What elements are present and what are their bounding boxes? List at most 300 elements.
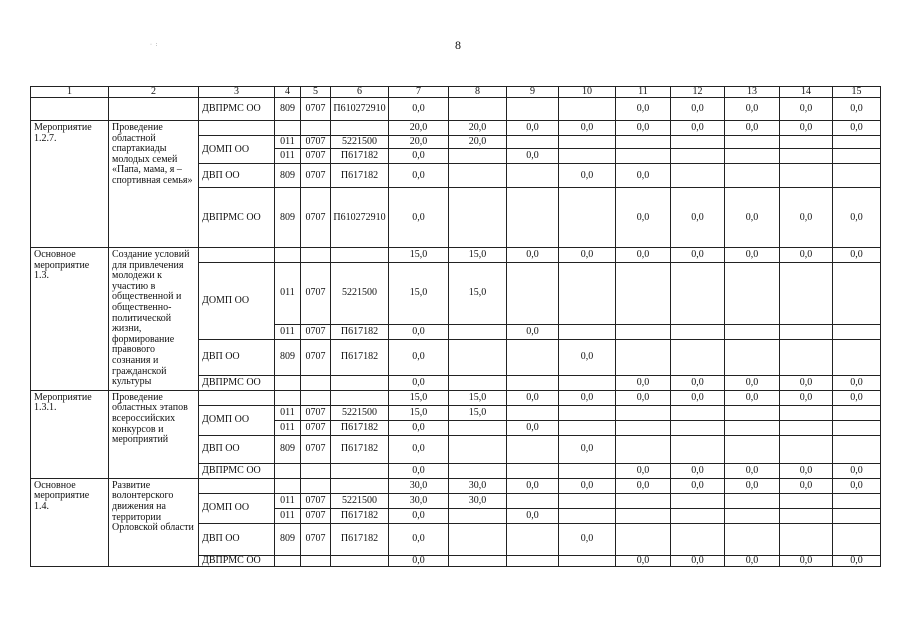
- table-cell: [301, 375, 331, 390]
- table-cell: [780, 136, 833, 149]
- table-cell: [833, 508, 881, 523]
- table-cell: [275, 555, 301, 566]
- table-cell: 0,0: [833, 375, 881, 390]
- table-cell: [507, 164, 559, 188]
- table-row: [31, 478, 881, 493]
- table-cell: 20,0: [449, 136, 507, 149]
- table-cell: 0,0: [671, 478, 725, 493]
- table-cell: 20,0: [389, 136, 449, 149]
- table-cell: [449, 375, 507, 390]
- table-cell: 0707: [301, 98, 331, 121]
- table-cell: [507, 555, 559, 566]
- table-cell: [616, 149, 671, 164]
- table-cell: [449, 164, 507, 188]
- table-cell: [780, 263, 833, 325]
- table-cell: [833, 149, 881, 164]
- table-cell: [275, 121, 301, 136]
- table-cell: [616, 523, 671, 555]
- table-cell: [301, 478, 331, 493]
- department-code-cell: ДВП ОО: [199, 339, 275, 375]
- table-cell: 809: [275, 523, 301, 555]
- table-cell: 0,0: [833, 121, 881, 136]
- table-cell: 0,0: [389, 523, 449, 555]
- activity-name-cell: Мероприятие 1.3.1.: [31, 390, 109, 478]
- department-code-cell: [199, 121, 275, 136]
- table-cell: [449, 463, 507, 478]
- table-cell: 0,0: [671, 98, 725, 121]
- table-row: [31, 390, 881, 405]
- table-cell: [833, 523, 881, 555]
- table-cell: 0707: [301, 188, 331, 248]
- table-cell: [671, 136, 725, 149]
- table-cell: 0,0: [389, 375, 449, 390]
- table-cell: [507, 339, 559, 375]
- table-cell: [833, 339, 881, 375]
- table-cell: 0707: [301, 508, 331, 523]
- department-code-cell: ДВП ОО: [199, 523, 275, 555]
- table-cell: П617182: [331, 164, 389, 188]
- table-cell: [559, 555, 616, 566]
- table-cell: [725, 420, 780, 435]
- table-cell: 0,0: [725, 555, 780, 566]
- table-cell: 15,0: [389, 390, 449, 405]
- table-cell: [507, 136, 559, 149]
- table-cell: 20,0: [389, 121, 449, 136]
- table-cell: 0,0: [671, 188, 725, 248]
- column-header-15: 15: [833, 87, 881, 98]
- table-cell: [507, 493, 559, 508]
- header-row: [31, 87, 881, 98]
- table-cell: [725, 435, 780, 463]
- table-cell: 809: [275, 435, 301, 463]
- table-cell: 0,0: [507, 121, 559, 136]
- activity-description-cell: Проведение областных этапов всероссийских конкурсов и мероприятий: [109, 390, 199, 478]
- table-cell: 0,0: [507, 390, 559, 405]
- table-cell: [275, 478, 301, 493]
- table-cell: 011: [275, 136, 301, 149]
- table-cell: 0,0: [725, 98, 780, 121]
- table-cell: [780, 435, 833, 463]
- table-cell: 0,0: [780, 478, 833, 493]
- table-cell: 0,0: [507, 478, 559, 493]
- table-cell: 0,0: [389, 555, 449, 566]
- table-cell: 809: [275, 164, 301, 188]
- table-cell: [559, 493, 616, 508]
- table-cell: [331, 478, 389, 493]
- table-cell: 0,0: [559, 390, 616, 405]
- table-cell: 0,0: [725, 121, 780, 136]
- table-cell: [833, 164, 881, 188]
- table-cell: 0,0: [507, 420, 559, 435]
- table-cell: 5221500: [331, 493, 389, 508]
- table-cell: [725, 263, 780, 325]
- table-row: [31, 248, 881, 263]
- table-cell: [449, 555, 507, 566]
- activity-description-cell: Развитие волонтерского движения на территории Орловской области: [109, 478, 199, 566]
- table-cell: [780, 149, 833, 164]
- activity-description-cell: Проведение областной спартакиады молодых семей «Папа, мама, я – спортивная семья»: [109, 121, 199, 248]
- table-cell: [780, 523, 833, 555]
- table-cell: 0,0: [725, 248, 780, 263]
- table-cell: 0707: [301, 339, 331, 375]
- activity-name-cell: Мероприятие 1.2.7.: [31, 121, 109, 248]
- table-cell: 011: [275, 263, 301, 325]
- table-cell: 0,0: [780, 188, 833, 248]
- column-header-4: 4: [275, 87, 301, 98]
- table-cell: П617182: [331, 420, 389, 435]
- table-body: [31, 87, 881, 567]
- table-cell: 0,0: [559, 121, 616, 136]
- table-cell: 15,0: [389, 263, 449, 325]
- table-row: [31, 121, 881, 136]
- table-cell: 5221500: [331, 263, 389, 325]
- table-cell: [671, 339, 725, 375]
- table-cell: 15,0: [449, 405, 507, 420]
- table-cell: 30,0: [389, 493, 449, 508]
- table-cell: 0,0: [559, 523, 616, 555]
- table-cell: [725, 493, 780, 508]
- table-cell: [507, 435, 559, 463]
- table-cell: [833, 493, 881, 508]
- table-cell: [507, 98, 559, 121]
- table-cell: [671, 435, 725, 463]
- table-cell: 15,0: [389, 248, 449, 263]
- table-cell: [671, 493, 725, 508]
- table-cell: 0,0: [389, 420, 449, 435]
- department-code-cell: ДОМП ОО: [199, 493, 275, 523]
- table-cell: [725, 149, 780, 164]
- table-cell: 0,0: [507, 508, 559, 523]
- table-cell: 011: [275, 493, 301, 508]
- table-cell: 0,0: [559, 435, 616, 463]
- column-header-9: 9: [507, 87, 559, 98]
- department-code-cell: [199, 478, 275, 493]
- table-cell: 0,0: [725, 375, 780, 390]
- table-cell: [671, 164, 725, 188]
- column-header-7: 7: [389, 87, 449, 98]
- table-cell: [275, 463, 301, 478]
- table-cell: 0,0: [780, 375, 833, 390]
- table-cell: 0,0: [507, 149, 559, 164]
- table-cell: [725, 136, 780, 149]
- table-cell: [449, 149, 507, 164]
- scan-specks: · :: [150, 42, 159, 48]
- column-header-10: 10: [559, 87, 616, 98]
- table-cell: 0707: [301, 263, 331, 325]
- table-cell: 0707: [301, 405, 331, 420]
- table-cell: П610272910: [331, 98, 389, 121]
- table-cell: [301, 248, 331, 263]
- table-cell: 0707: [301, 136, 331, 149]
- table-cell: [780, 405, 833, 420]
- column-header-3: 3: [199, 87, 275, 98]
- table-cell: [275, 248, 301, 263]
- column-header-13: 13: [725, 87, 780, 98]
- table-cell: 0,0: [389, 508, 449, 523]
- table-cell: 0,0: [389, 188, 449, 248]
- table-cell: 0,0: [833, 188, 881, 248]
- table-cell: [559, 98, 616, 121]
- table-cell: [31, 98, 109, 121]
- table-cell: 011: [275, 324, 301, 339]
- table-cell: 15,0: [449, 263, 507, 325]
- column-header-14: 14: [780, 87, 833, 98]
- table-cell: 0,0: [616, 463, 671, 478]
- table-cell: [449, 508, 507, 523]
- table-cell: [780, 164, 833, 188]
- table-cell: [559, 324, 616, 339]
- table-cell: 0707: [301, 149, 331, 164]
- table-cell: [780, 493, 833, 508]
- table-cell: 0,0: [725, 463, 780, 478]
- activity-description-cell: Создание условий для привлечения молодежи к участию в общественной и общественно-политической жизни, формирование правового сознания и гражданской культуры: [109, 248, 199, 391]
- table-cell: [833, 435, 881, 463]
- table-cell: 011: [275, 508, 301, 523]
- department-code-cell: ДВПРМС ОО: [199, 555, 275, 566]
- table-cell: 0707: [301, 435, 331, 463]
- table-cell: [331, 463, 389, 478]
- table-cell: [671, 420, 725, 435]
- table-cell: 0,0: [671, 121, 725, 136]
- table-cell: [507, 263, 559, 325]
- table-cell: [616, 339, 671, 375]
- table-cell: [301, 463, 331, 478]
- table-cell: П610272910: [331, 188, 389, 248]
- table-cell: [780, 508, 833, 523]
- table-cell: [449, 523, 507, 555]
- table-cell: [507, 405, 559, 420]
- department-code-cell: [199, 248, 275, 263]
- table-cell: [331, 390, 389, 405]
- table-cell: [559, 405, 616, 420]
- budget-table: [30, 86, 881, 567]
- column-header-8: 8: [449, 87, 507, 98]
- table-cell: 15,0: [449, 248, 507, 263]
- table-cell: [449, 98, 507, 121]
- department-code-cell: ДОМП ОО: [199, 136, 275, 164]
- table-cell: [449, 435, 507, 463]
- table-cell: 0707: [301, 164, 331, 188]
- table-cell: [559, 420, 616, 435]
- table-cell: 0,0: [833, 555, 881, 566]
- table-cell: [671, 263, 725, 325]
- table-cell: [833, 136, 881, 149]
- table-cell: [559, 149, 616, 164]
- table-cell: 0,0: [833, 390, 881, 405]
- table-cell: [275, 390, 301, 405]
- table-cell: П617182: [331, 324, 389, 339]
- table-cell: 0,0: [671, 390, 725, 405]
- department-code-cell: ДВПРМС ОО: [199, 98, 275, 121]
- table-cell: 011: [275, 420, 301, 435]
- department-code-cell: ДВПРМС ОО: [199, 375, 275, 390]
- table-cell: 15,0: [389, 405, 449, 420]
- table-cell: 0,0: [389, 164, 449, 188]
- table-cell: [559, 263, 616, 325]
- table-cell: 0,0: [780, 390, 833, 405]
- table-cell: 0,0: [559, 164, 616, 188]
- table-cell: 0,0: [725, 188, 780, 248]
- table-cell: [449, 188, 507, 248]
- table-cell: 011: [275, 405, 301, 420]
- table-cell: [671, 324, 725, 339]
- department-code-cell: ДВП ОО: [199, 164, 275, 188]
- table-cell: 0,0: [389, 435, 449, 463]
- table-cell: 0,0: [389, 98, 449, 121]
- table-cell: 0,0: [671, 248, 725, 263]
- table-cell: [507, 188, 559, 248]
- table-cell: 0,0: [833, 463, 881, 478]
- table-cell: [671, 523, 725, 555]
- table-cell: [331, 121, 389, 136]
- table-cell: 0,0: [507, 248, 559, 263]
- table-cell: [559, 136, 616, 149]
- table-cell: [301, 555, 331, 566]
- table-cell: [616, 508, 671, 523]
- table-cell: [616, 420, 671, 435]
- table-cell: [616, 324, 671, 339]
- department-code-cell: ДВП ОО: [199, 435, 275, 463]
- table-cell: 0,0: [616, 121, 671, 136]
- table-cell: [725, 523, 780, 555]
- department-code-cell: ДВПРМС ОО: [199, 188, 275, 248]
- table-cell: [301, 390, 331, 405]
- table-cell: [559, 463, 616, 478]
- table-cell: [671, 149, 725, 164]
- table-cell: [725, 405, 780, 420]
- table-cell: 809: [275, 339, 301, 375]
- table-cell: 0707: [301, 324, 331, 339]
- table-cell: 0,0: [616, 188, 671, 248]
- column-header-2: 2: [109, 87, 199, 98]
- department-code-cell: [199, 390, 275, 405]
- table-cell: 30,0: [389, 478, 449, 493]
- column-header-11: 11: [616, 87, 671, 98]
- table-cell: 0,0: [559, 478, 616, 493]
- table-cell: 0707: [301, 420, 331, 435]
- table-cell: 5221500: [331, 136, 389, 149]
- table-cell: 0,0: [389, 149, 449, 164]
- table-cell: [275, 375, 301, 390]
- table-cell: 0,0: [725, 390, 780, 405]
- table-cell: 5221500: [331, 405, 389, 420]
- table-cell: 0,0: [507, 324, 559, 339]
- table-cell: [725, 324, 780, 339]
- table-cell: 15,0: [449, 390, 507, 405]
- table-cell: 0,0: [616, 555, 671, 566]
- table-cell: 011: [275, 149, 301, 164]
- table-cell: [559, 508, 616, 523]
- table-cell: 30,0: [449, 478, 507, 493]
- table-cell: 0,0: [780, 463, 833, 478]
- table-cell: П617182: [331, 435, 389, 463]
- table-cell: [833, 324, 881, 339]
- table-cell: 0,0: [671, 463, 725, 478]
- table-cell: 0707: [301, 493, 331, 508]
- table-cell: [616, 405, 671, 420]
- table-cell: 0,0: [616, 390, 671, 405]
- table-cell: [671, 405, 725, 420]
- table-cell: 0,0: [833, 478, 881, 493]
- table-cell: 0,0: [559, 248, 616, 263]
- table-cell: [833, 420, 881, 435]
- table-cell: [449, 339, 507, 375]
- table-cell: [507, 523, 559, 555]
- table-cell: [725, 508, 780, 523]
- table-cell: [725, 339, 780, 375]
- table-cell: [331, 555, 389, 566]
- table-cell: 0,0: [616, 248, 671, 263]
- table-cell: 0,0: [671, 375, 725, 390]
- table-cell: [616, 435, 671, 463]
- table-row: [31, 98, 881, 121]
- table-cell: [833, 405, 881, 420]
- table-cell: [616, 136, 671, 149]
- activity-name-cell: Основное мероприятие 1.3.: [31, 248, 109, 391]
- table-cell: [559, 375, 616, 390]
- table-cell: [780, 420, 833, 435]
- table-cell: П617182: [331, 339, 389, 375]
- table-cell: [507, 375, 559, 390]
- table-cell: 30,0: [449, 493, 507, 508]
- table-cell: [833, 263, 881, 325]
- table-cell: 0,0: [389, 324, 449, 339]
- table-cell: [725, 164, 780, 188]
- column-header-5: 5: [301, 87, 331, 98]
- table-cell: [449, 324, 507, 339]
- page-number: 8: [455, 38, 461, 52]
- table-cell: [331, 248, 389, 263]
- table-cell: 0,0: [389, 463, 449, 478]
- table-cell: [331, 375, 389, 390]
- table-cell: [301, 121, 331, 136]
- table-cell: 0707: [301, 523, 331, 555]
- column-header-12: 12: [671, 87, 725, 98]
- table-cell: [780, 339, 833, 375]
- column-header-6: 6: [331, 87, 389, 98]
- table-cell: [671, 508, 725, 523]
- table-cell: [780, 324, 833, 339]
- table-cell: 0,0: [559, 339, 616, 375]
- table-cell: 0,0: [833, 248, 881, 263]
- table-cell: П617182: [331, 149, 389, 164]
- table-cell: [449, 420, 507, 435]
- table-cell: 0,0: [616, 478, 671, 493]
- table-cell: 0,0: [780, 555, 833, 566]
- table-cell: 0,0: [780, 121, 833, 136]
- table-cell: 0,0: [616, 375, 671, 390]
- table-cell: 809: [275, 188, 301, 248]
- department-code-cell: ДОМП ОО: [199, 263, 275, 340]
- table-cell: [616, 263, 671, 325]
- table-cell: [109, 98, 199, 121]
- table-cell: [559, 188, 616, 248]
- table-cell: 0,0: [780, 98, 833, 121]
- table-cell: 0,0: [780, 248, 833, 263]
- table-cell: [616, 493, 671, 508]
- department-code-cell: ДВПРМС ОО: [199, 463, 275, 478]
- table-cell: 809: [275, 98, 301, 121]
- table-cell: 20,0: [449, 121, 507, 136]
- activity-name-cell: Основное мероприятие 1.4.: [31, 478, 109, 566]
- table-cell: 0,0: [616, 164, 671, 188]
- table-cell: 0,0: [616, 98, 671, 121]
- table-cell: 0,0: [671, 555, 725, 566]
- department-code-cell: ДОМП ОО: [199, 405, 275, 435]
- column-header-1: 1: [31, 87, 109, 98]
- table-cell: 0,0: [725, 478, 780, 493]
- table-cell: [507, 463, 559, 478]
